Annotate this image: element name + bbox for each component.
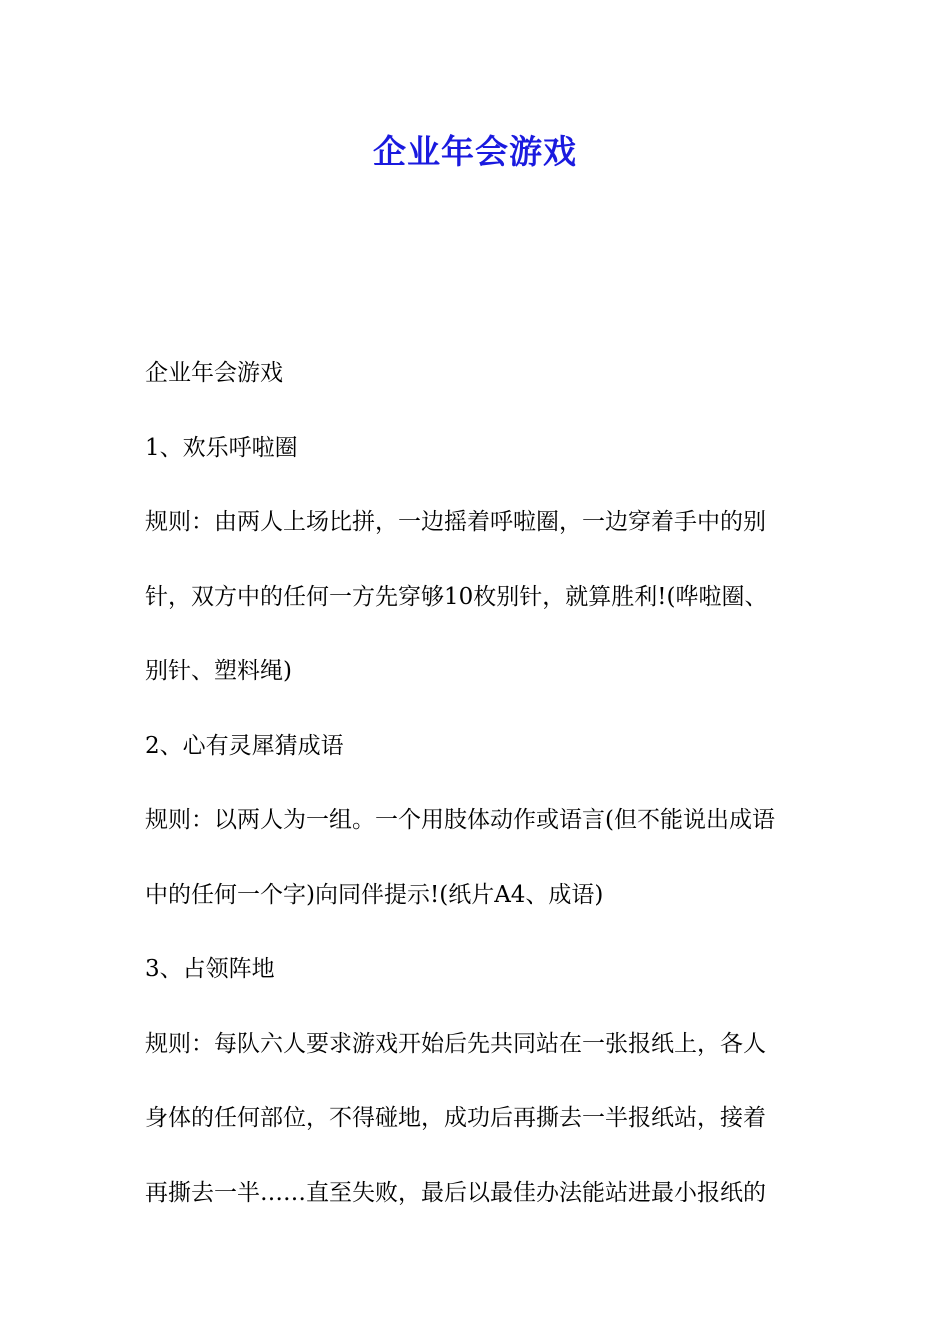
game-3-title: 3、占领阵地 — [145, 956, 275, 982]
game-3-rule-line: 再撕去一半……直至失败，最后以最佳办法能站进最小报纸的 — [145, 1179, 766, 1206]
game-1-rule-line: 规则：由两人上场比拼，一边摇着呼啦圈，一边穿着手中的别 — [145, 509, 766, 535]
game-2-title: 2、心有灵犀猜成语 — [145, 732, 344, 759]
section-heading: 企业年会游戏 — [145, 360, 283, 386]
document-body — [145, 336, 810, 1230]
game-1-rule-line: 针，双方中的任何一方先穿够10枚别针，就算胜利!(哗啦圈、 — [145, 583, 768, 610]
game-1-rule-line: 别针、塑料绳) — [145, 658, 292, 684]
game-3-rule-line: 规则：每队六人要求游戏开始后先共同站在一张报纸上，各人 — [145, 1030, 766, 1057]
document-title: 企业年会游戏 — [373, 132, 577, 171]
game-1-title: 1、欢乐呼啦圈 — [145, 434, 298, 461]
game-2-rule-line: 中的任何一个字)向同伴提示!(纸片A4、成语) — [145, 881, 604, 908]
game-3-rule-line: 身体的任何部位，不得碰地，成功后再撕去一半报纸站，接着 — [145, 1105, 766, 1131]
game-2-rule-line: 规则：以两人为一组。一个用肢体动作或语言(但不能说出成语 — [145, 807, 775, 833]
